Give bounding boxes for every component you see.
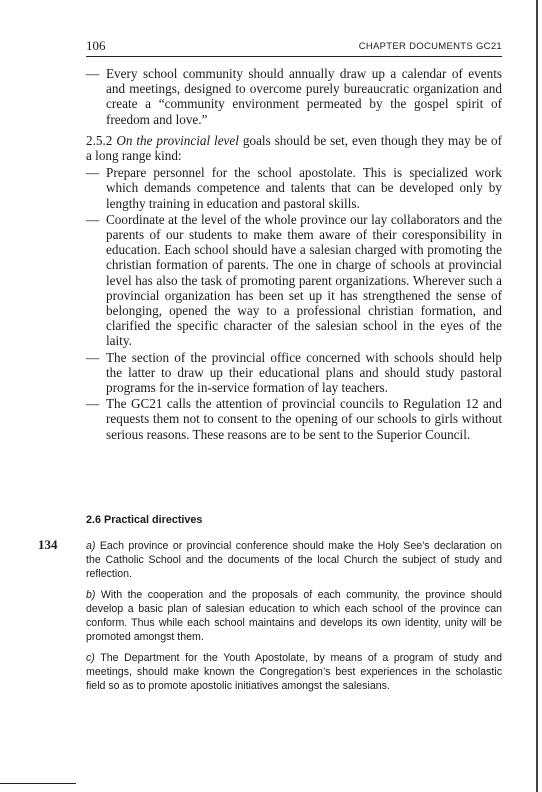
paragraph-number: 2.5.2 [86,132,113,148]
list-item [86,212,502,349]
directive-item [86,539,502,581]
directive-text: With the cooperation and the proposals of each community, the province should develop a basic plan of salesian education to which each school of the province can conform. Thus while each school maintains and develops its own identity, unity will be promoted amongst them. [86,589,502,643]
directive-text: Each province or provincial conference should make the Holy See’s declaration on the Catholic School and the documents of the local Church the subject of study and reflection. [86,540,502,580]
paragraph-emphasis: On the provincial level [116,132,239,148]
paragraph-text: goals should be set, even though they may be of a long range kind: [86,132,503,164]
directive-letter: b) [86,589,96,601]
dash-bullet: — [86,66,100,81]
section-title: 2.6 Practical directives [86,514,203,526]
directive-text: The Department for the Youth Apostolate, by means of a program of study and meetings, should make known the Congregation’s best experiences in the scholastic field so as to promote apostolic initiatives amongst the salesians. [86,652,502,692]
paragraph-2-5-2 [86,133,502,163]
directives [86,539,502,700]
list-item-text: Coordinate at the level of the whole province our lay collaborators and the parents of our students to make them aware of their coresponsibility in education. Each school should have a salesian charged with promoting the christian formation of parents. The one in charge of schools at provincial level has also the task of promoting parent organizations. Wherever such a provincial organization has been set up it has strengthened the sense of belonging, opened the way to a professional christian formation, and clarified the specific character of the salesian school in the eyes of the laity. [106,211,502,349]
list-item-text: Prepare personnel for the school apostolate. This is specialized work which demands competence and talents that can be developed only by lengthy training in education and pastoral skills. [106,165,502,211]
main-text [86,66,502,443]
list-item-text: The GC21 calls the attention of provincial councils to Regulation 12 and requests them not to consent to the opening of our schools to girls without serious reasons. These reasons are to be sent to the Superior Council. [106,396,502,442]
directive-item [86,588,502,644]
dash-bullet: — [86,211,100,227]
list-item-text: The section of the provincial office concerned with schools should help the latter to draw up their educational plans and should study pastoral programs for the in-service formation of lay teachers. [106,349,502,396]
list-item-text: Every school community should annually draw up a calendar of events and meetings, designed to overcome purely bureaucratic organization and create a “community environment permeated by the gospel spirit of freedom and love.” [106,66,502,127]
footnote-rule [0,783,76,784]
list-item [86,396,502,442]
directive-letter: a) [86,540,96,552]
directive-letter: c) [86,652,95,664]
running-head: CHAPTER DOCUMENTS GC21 [358,41,502,52]
dash-bullet: — [86,349,100,365]
list-item [86,165,502,211]
page-number: 106 [86,38,106,53]
margin-number: 134 [38,537,58,552]
dash-bullet: — [86,396,100,412]
page-header [86,40,502,57]
directive-item [86,651,502,693]
page-edge-line [536,0,538,792]
dash-bullet: — [86,165,100,181]
list-item [86,350,502,396]
list-item [86,66,502,127]
